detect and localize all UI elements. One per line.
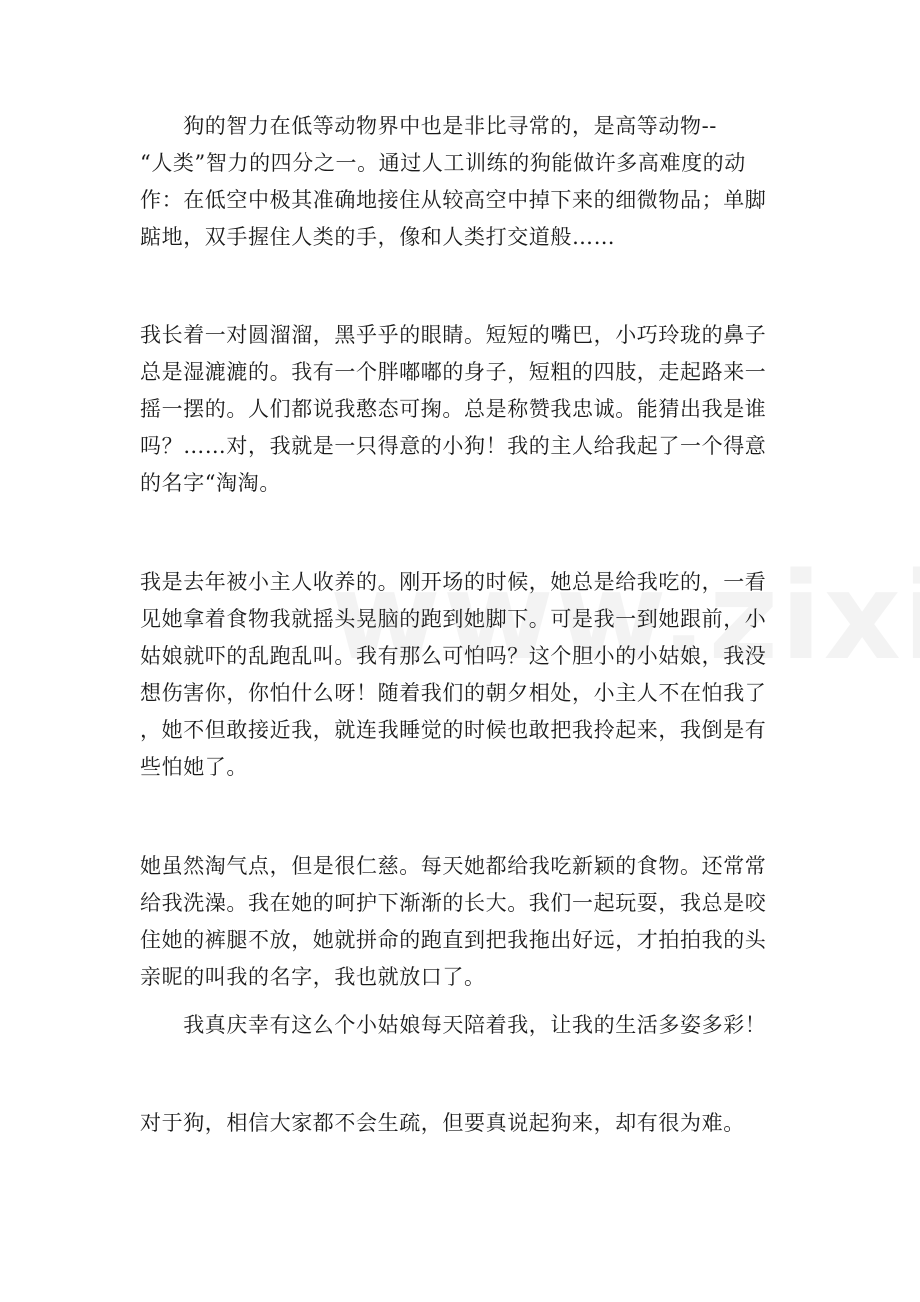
text-line: 见她拿着食物我就摇头晃脑的跑到她脚下。可是我一到她跟前，小 xyxy=(140,607,767,631)
text-line: 的名字“淘淘。 xyxy=(140,471,281,495)
text-line: 摇一摆的。人们都说我憨态可掬。总是称赞我忠诚。能猜出我是谁 xyxy=(140,397,767,421)
text-line: 总是湿漉漉的。我有一个胖嘟嘟的身子，短粗的四肢，走起路来一 xyxy=(140,360,767,384)
text-line: 姑娘就吓的乱跑乱叫。我有那么可怕吗？这个胆小的小姑娘，我没 xyxy=(140,644,767,668)
text-line: ，她不但敢接近我，就连我睡觉的时候也敢把我拎起来，我倒是有 xyxy=(140,718,767,742)
text-line: 作：在低空中极其准确地接住从较高空中掉下来的细微物品；单脚 xyxy=(140,188,767,212)
text-line: 踮地，双手握住人类的手，像和人类打交道般…… xyxy=(140,225,616,249)
document-body xyxy=(140,0,780,1302)
text-line: 她虽然淘气点，但是很仁慈。每天她都给我吃新颖的食物。还常常 xyxy=(140,854,767,878)
text-line: 我真庆幸有这么个小姑娘每天陪着我，让我的生活多姿多彩！ xyxy=(140,1013,767,1037)
text-line: 狗的智力在低等动物界中也是非比寻常的，是高等动物-- xyxy=(140,114,717,138)
text-line: 些怕她了。 xyxy=(140,755,248,779)
text-line: 住她的裤腿不放，她就拼命的跑直到把我拖出好远，才拍拍我的头 xyxy=(140,928,767,952)
text-line: 吗？……对，我就是一只得意的小狗！我的主人给我起了一个得意 xyxy=(140,434,767,458)
text-line: 想伤害你，你怕什么呀！随着我们的朝夕相处，小主人不在怕我了 xyxy=(140,681,767,705)
text-line: 我是去年被小主人收养的。刚开场的时候，她总是给我吃的，一看 xyxy=(140,570,767,594)
text-line: “人类”智力的四分之一。通过人工训练的狗能做许多高难度的动 xyxy=(140,151,746,175)
text-line: 对于狗，相信大家都不会生疏，但要真说起狗来，却有很为难。 xyxy=(140,1111,745,1135)
text-line: 亲昵的叫我的名字，我也就放口了。 xyxy=(140,965,486,989)
text-line: 给我洗澡。我在她的呵护下渐渐的长大。我们一起玩耍，我总是咬 xyxy=(140,891,767,915)
text-line: 我长着一对圆溜溜，黑乎乎的眼睛。短短的嘴巴，小巧玲珑的鼻子 xyxy=(140,323,767,347)
